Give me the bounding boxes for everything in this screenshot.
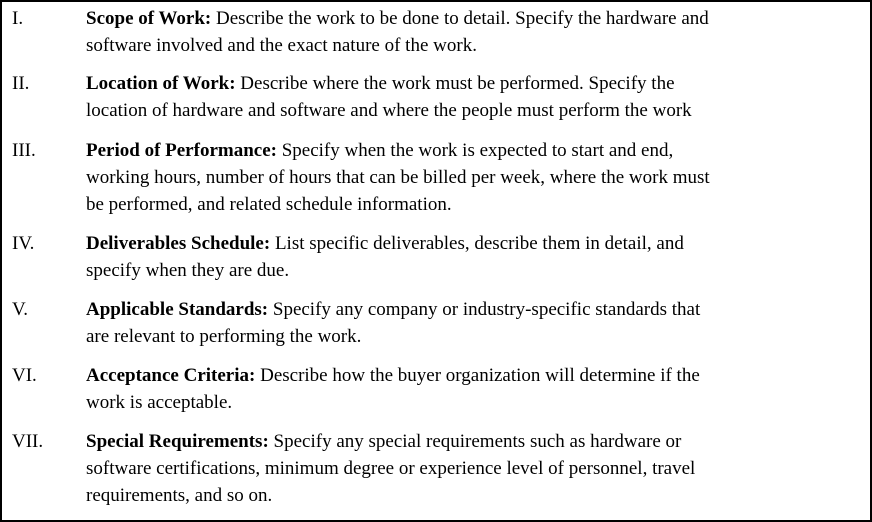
item-description-line-1: Specify any special requirements such as hardware or — [268, 431, 682, 452]
item-description-line-2: location of hardware and software and where the people must perform the work — [86, 100, 692, 121]
item-description-line-2: software certifications, minimum degree or experience level of personnel, travel — [86, 458, 696, 479]
item-term: Deliverables Schedule: — [86, 233, 271, 254]
item-numeral: I. — [12, 8, 24, 29]
item-term: Period of Performance: — [86, 140, 277, 161]
item-text — [86, 428, 868, 509]
item-description-line-2: software involved and the exact nature of the work. — [86, 35, 477, 56]
item-description-line-1: Specify when the work is expected to start and end, — [276, 140, 674, 161]
item-term: Location of Work: — [86, 73, 236, 94]
item-description-line-1: Describe how the buyer organization will determine if the — [255, 365, 700, 386]
item-text — [86, 5, 868, 59]
item-text — [86, 70, 868, 124]
item-numeral: VII. — [12, 431, 44, 452]
item-text — [86, 230, 868, 284]
item-description-line-1: Describe the work to be done to detail. Specify the hardware and — [211, 8, 709, 29]
item-numeral: III. — [12, 140, 36, 161]
item-description-line-1: List specific deliverables, describe them in detail, and — [270, 233, 684, 254]
item-description-line-3: requirements, and so on. — [86, 485, 273, 506]
item-numeral: VI. — [12, 365, 37, 386]
item-term: Applicable Standards: — [86, 299, 269, 320]
item-text — [86, 296, 868, 350]
item-description-line-3: be performed, and related schedule information. — [86, 194, 452, 215]
item-text — [86, 362, 868, 416]
item-description-line-1: Describe where the work must be performed. Specify the — [235, 73, 675, 94]
item-term: Scope of Work: — [86, 8, 212, 29]
item-description-line-2: work is acceptable. — [86, 392, 233, 413]
item-term: Acceptance Criteria: — [86, 365, 256, 386]
item-text — [86, 137, 868, 218]
item-description-line-1: Specify any company or industry-specific standards that — [268, 299, 701, 320]
item-numeral: II. — [12, 73, 30, 94]
item-numeral: V. — [12, 299, 29, 320]
item-numeral: IV. — [12, 233, 35, 254]
item-description-line-2: specify when they are due. — [86, 260, 290, 281]
item-description-line-2: are relevant to performing the work. — [86, 326, 362, 347]
item-term: Special Requirements: — [86, 431, 269, 452]
item-description-line-2: working hours, number of hours that can be billed per week, where the work must — [86, 167, 710, 188]
